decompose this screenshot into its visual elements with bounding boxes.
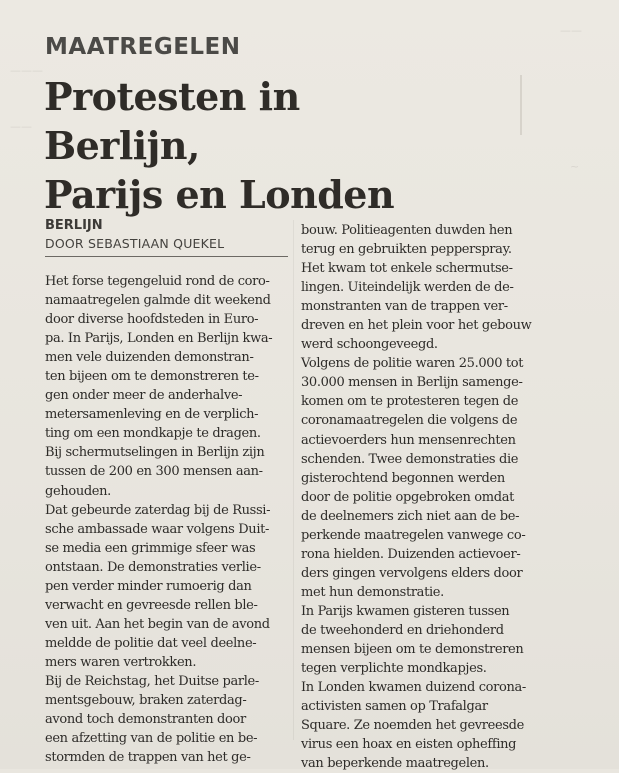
article-column-2 [301, 221, 531, 773]
body-text-line: virus een hoax en eisten opheffing [301, 737, 517, 753]
body-text-line: van beperkende maatregelen. [301, 756, 489, 772]
body-text-line: tussen de 200 en 300 mensen aan- [45, 464, 263, 480]
body-text-line: lingen. Uiteindelijk werden de de- [301, 280, 514, 296]
body-text-line: ting om een mondkapje te dragen. [45, 426, 261, 442]
body-text-line: gehouden. [45, 483, 111, 499]
body-text-line: men vele duizenden demonstran- [45, 350, 254, 366]
article-column-1 [45, 272, 272, 767]
body-text-line: In Londen kwamen duizend corona- [301, 680, 526, 696]
body-text-line: 30.000 mensen in Berlijn samenge- [301, 375, 523, 391]
article-dateline: BERLIJN [45, 218, 103, 233]
body-text-line: ontstaan. De demonstraties verlie- [45, 559, 261, 575]
body-text-line: sche ambassade waar volgens Duit- [45, 521, 270, 537]
headline-line: Parijs en Londen [44, 172, 395, 217]
body-text-line: door de politie opgebroken omdat [301, 489, 514, 505]
body-text-line: komen om te protesteren tegen de [301, 394, 519, 410]
body-text-line: rona hielden. Duizenden actievoer- [301, 546, 521, 562]
bleed-through-background: ——— —— —— ~ [10, 24, 582, 173]
byline-rule [45, 256, 288, 257]
body-text-line: Square. Ze noemden het gevreesde [301, 718, 524, 734]
body-text-line: namaatregelen galmde dit weekend [45, 293, 271, 309]
body-text-line: ders gingen vervolgens elders door [301, 565, 523, 581]
body-text-line: de tweehonderd en driehonderd [301, 622, 504, 638]
body-text-line: tegen verplichte mondkapjes. [301, 661, 487, 677]
body-text-line: werd schoongeveegd. [301, 337, 438, 353]
body-text-line: terug en gebruikten pepperspray. [301, 242, 512, 258]
body-text-line: schenden. Twee demonstraties die [301, 451, 519, 467]
bleed-through-mark [520, 75, 540, 135]
body-text-line: avond toch demonstranten door [45, 712, 246, 728]
body-text-line: bouw. Politieagenten duwden hen [301, 223, 513, 238]
body-text-line: In Parijs kwamen gisteren tussen [301, 603, 510, 619]
body-text-line: verwacht en gevreesde rellen ble- [45, 597, 258, 613]
headline-line: Protesten in Berlijn, [44, 74, 300, 168]
column-gutter [293, 220, 294, 740]
body-text-line: gen onder meer de anderhalve- [45, 388, 243, 404]
body-text-line: Bij schermutselingen in Berlijn zijn [45, 445, 265, 461]
article-kicker: MAATREGELEN [45, 34, 241, 60]
body-text-line: ven uit. Aan het begin van de avond [45, 616, 270, 632]
body-text-line: perkende maatregelen vanwege co- [301, 527, 526, 543]
body-text-line: ten bijeen om te demonstreren te- [45, 369, 259, 385]
body-text-line: se media een grimmige sfeer was [45, 540, 256, 556]
body-text-line: coronamaatregelen die volgens de [301, 413, 518, 429]
body-text-line: mensen bijeen om te demonstreren [301, 642, 524, 658]
body-text-line: mentsgebouw, braken zaterdag- [45, 693, 247, 709]
body-text-line: gisterochtend begonnen werden [301, 470, 505, 486]
body-text-line: Volgens de politie waren 25.000 tot [301, 356, 524, 372]
body-text-line: monstranten van de trappen ver- [301, 299, 508, 315]
body-text-line: stormden de trappen van het ge- [45, 750, 251, 766]
body-text-line: een afzetting van de politie en be- [45, 731, 258, 747]
body-text-line: pa. In Parijs, Londen en Berlijn kwa- [45, 331, 273, 347]
body-text-line: door diverse hoofdsteden in Euro- [45, 312, 259, 328]
body-text-line: mers waren vertrokken. [45, 654, 197, 670]
body-text-line: actievoerders hun mensenrechten [301, 432, 516, 448]
article-byline: DOOR SEBASTIAAN QUEKEL [45, 236, 225, 251]
body-text-line: Dat gebeurde zaterdag bij de Russi- [45, 502, 271, 518]
article-headline [44, 72, 464, 219]
body-text-line: de deelnemers zich niet aan de be- [301, 508, 520, 524]
body-text-line: meldde de politie dat veel deelne- [45, 635, 257, 651]
body-text-line: Het kwam tot enkele schermutse- [301, 261, 513, 277]
body-text-line: pen verder minder rumoerig dan [45, 578, 252, 594]
body-text-line: dreven en het plein voor het gebouw [301, 318, 532, 334]
body-text-line: Bij de Reichstag, het Duitse parle- [45, 673, 259, 689]
body-text-line: met hun demonstratie. [301, 584, 444, 600]
body-text-line: metersamenleving en de verplich- [45, 407, 259, 423]
body-text-line: activisten samen op Trafalgar [301, 699, 488, 715]
body-text-line: Het forse tegengeluid rond de coro- [45, 274, 270, 289]
